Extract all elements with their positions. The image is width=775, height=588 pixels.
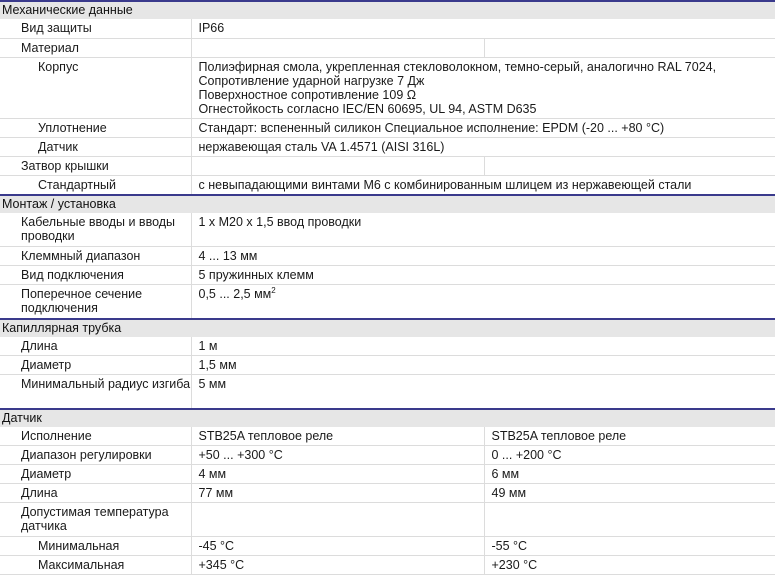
row-label: Диапазон регулировки [0, 446, 191, 465]
table-row [0, 156, 775, 175]
table-row [0, 175, 775, 195]
row-value: 5 мм [191, 375, 775, 409]
table-row [0, 503, 775, 537]
table-row [0, 285, 775, 319]
row-value: 1 м [191, 337, 775, 356]
table-row [0, 484, 775, 503]
section-title: Монтаж / установка [0, 195, 775, 213]
row-value-col1: -45 °C [191, 537, 484, 556]
row-label: Корпус [0, 57, 191, 118]
table-row [0, 465, 775, 484]
housing-line: Полиэфирная смола, укрепленная стекловолокном, темно-серый, аналогично RAL 7024, [198, 59, 717, 74]
section-header-capillary [0, 319, 775, 337]
section-title: Датчик [0, 409, 775, 427]
row-value: нержавеющая сталь VA 1.4571 (AISI 316L) [191, 137, 775, 156]
row-label: Материал [0, 38, 191, 57]
row-label: Датчик [0, 137, 191, 156]
table-row [0, 137, 775, 156]
section-title: Механические данные [0, 1, 775, 19]
row-value-col2: +230 °C [484, 556, 775, 575]
row-label: Кабельные вводы и вводы проводки [0, 213, 191, 247]
table-row [0, 375, 775, 409]
row-value-empty [191, 503, 484, 537]
row-value-empty [484, 38, 775, 57]
row-value-col1: +50 ... +300 °C [191, 446, 484, 465]
row-value: 1,5 мм [191, 356, 775, 375]
row-value-col1: 77 мм [191, 484, 484, 503]
table-row [0, 213, 775, 247]
table-row [0, 337, 775, 356]
row-label: Поперечное сечение подключения [0, 285, 191, 319]
row-label: Затвор крышки [0, 156, 191, 175]
housing-line: Огнестойкость согласно IEC/EN 60695, UL 94, ASTM D635 [198, 101, 537, 116]
table-row [0, 38, 775, 57]
row-value-col1: +345 °C [191, 556, 484, 575]
row-value-empty [484, 156, 775, 175]
row-value [191, 57, 775, 118]
row-label: Длина [0, 337, 191, 356]
row-label: Минимальная [0, 537, 191, 556]
row-value-col2: 6 мм [484, 465, 775, 484]
row-label: Длина [0, 484, 191, 503]
table-row [0, 537, 775, 556]
row-label: Вид подключения [0, 266, 191, 285]
row-value: 1 x M20 x 1,5 ввод проводки [191, 213, 775, 247]
row-label: Клеммный диапазон [0, 247, 191, 266]
row-label: Стандартный [0, 175, 191, 195]
table-row [0, 118, 775, 137]
section-header-sensor [0, 409, 775, 427]
row-value: 4 ... 13 мм [191, 247, 775, 266]
row-value-col2: 49 мм [484, 484, 775, 503]
row-value-col1: STB25A тепловое реле [191, 427, 484, 446]
table-row [0, 247, 775, 266]
row-value-empty [191, 156, 484, 175]
row-value: IP66 [191, 19, 775, 38]
row-value-empty [191, 38, 484, 57]
section-title: Капиллярная трубка [0, 319, 775, 337]
row-label: Уплотнение [0, 118, 191, 137]
row-value: 5 пружинных клемм [191, 266, 775, 285]
table-row [0, 556, 775, 575]
table-row [0, 356, 775, 375]
row-value-col2: -55 °C [484, 537, 775, 556]
row-label: Минимальный радиус изгиба [0, 375, 191, 409]
row-label: Допустимая температура датчика [0, 503, 191, 537]
table-row [0, 19, 775, 38]
housing-line: Поверхностное сопротивление 109 Ω [198, 87, 417, 102]
section-header-mounting [0, 195, 775, 213]
row-label: Исполнение [0, 427, 191, 446]
row-value-col2: STB25A тепловое реле [484, 427, 775, 446]
row-label: Максимальная [0, 556, 191, 575]
row-value-col2: 0 ... +200 °C [484, 446, 775, 465]
row-value: с невыпадающими винтами M6 с комбинированным шлицем из нержавеющей стали [191, 175, 775, 195]
table-row [0, 427, 775, 446]
row-label: Вид защиты [0, 19, 191, 38]
row-label: Диаметр [0, 356, 191, 375]
row-label: Диаметр [0, 465, 191, 484]
table-row [0, 266, 775, 285]
housing-line: Сопротивление ударной нагрузке 7 Дж [198, 73, 425, 88]
row-value-col1: 4 мм [191, 465, 484, 484]
table-row [0, 57, 775, 118]
row-value [191, 285, 775, 319]
cross-section-value: 0,5 ... 2,5 мм [198, 287, 272, 301]
table-row [0, 446, 775, 465]
superscript: 2 [271, 285, 276, 295]
section-header-mechanical [0, 1, 775, 19]
row-value-empty [484, 503, 775, 537]
row-value: Стандарт: вспененный силикон Специальное исполнение: EPDM (-20 ... +80 °C) [191, 118, 775, 137]
